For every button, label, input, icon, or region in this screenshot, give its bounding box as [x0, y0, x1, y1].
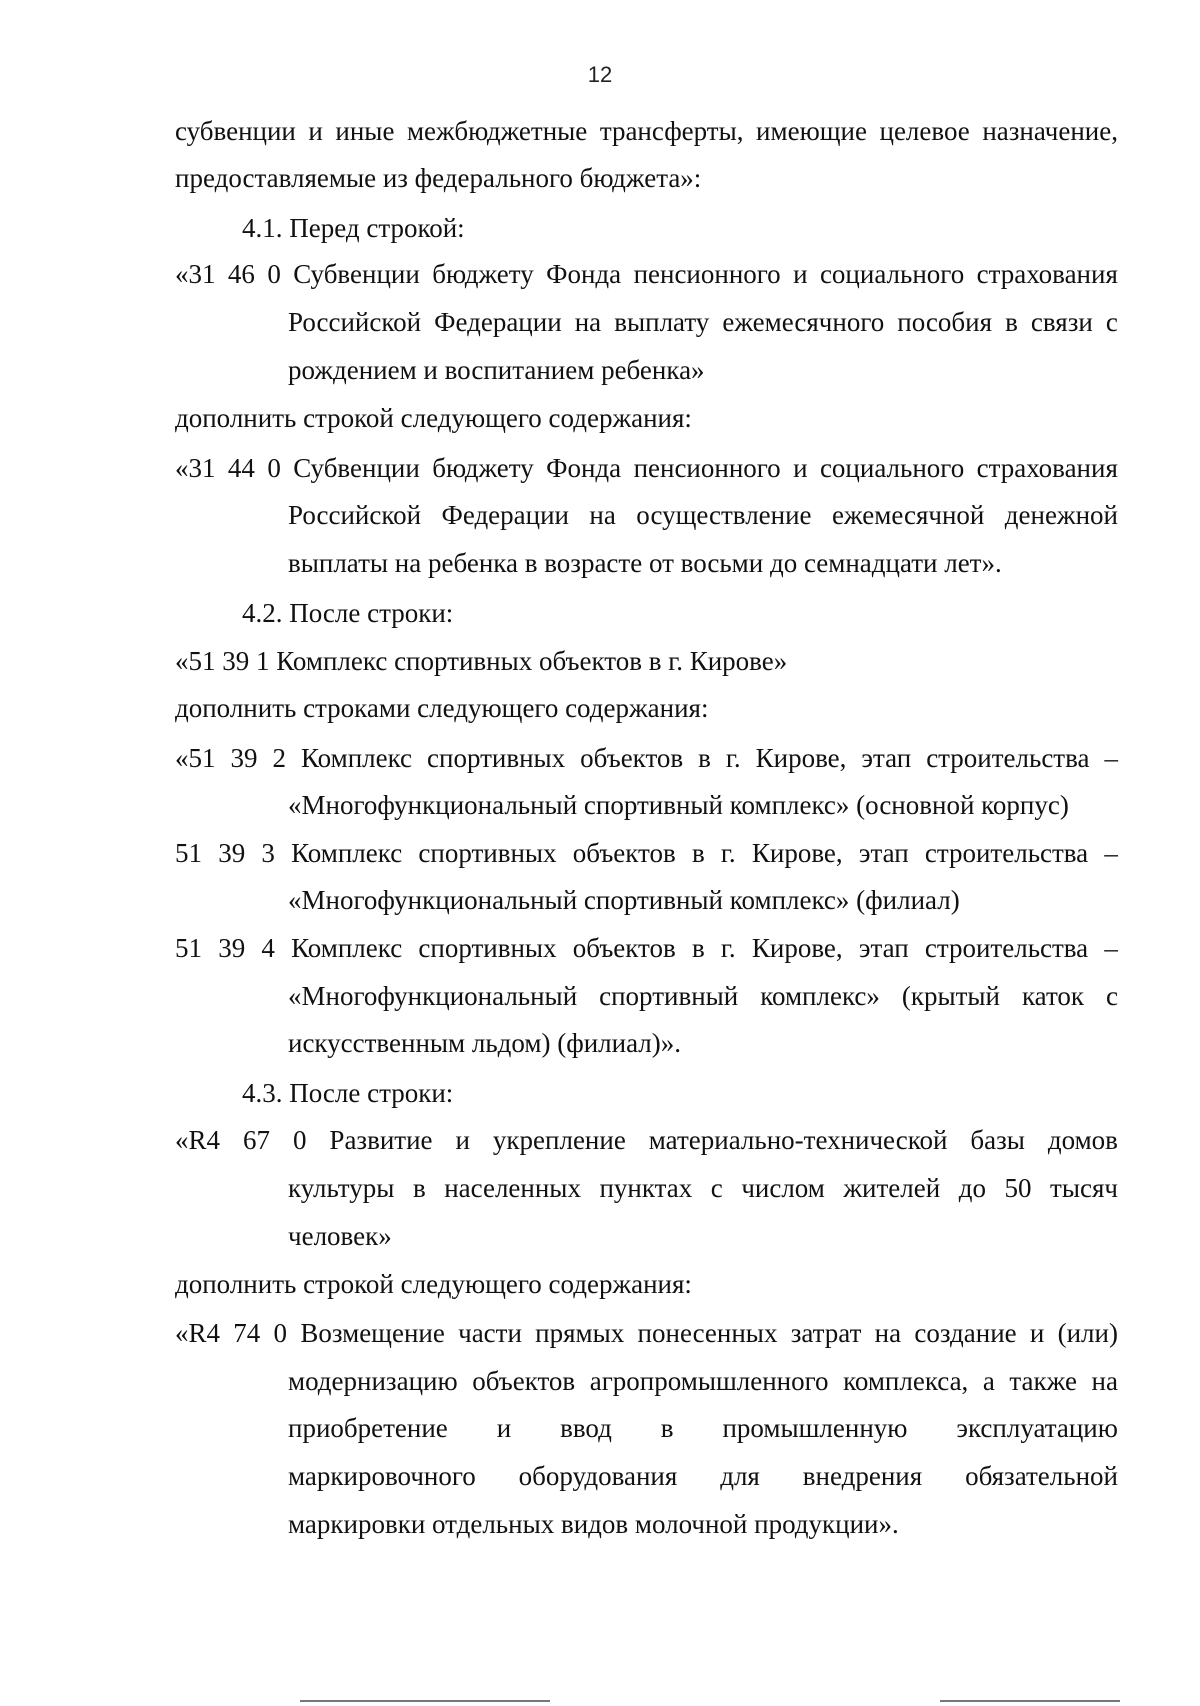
word: Кирове,	[751, 933, 843, 963]
word: в	[698, 743, 711, 773]
word: комплекса,	[843, 1366, 969, 1396]
word: Комплекс	[291, 838, 403, 868]
word: 51	[175, 933, 202, 963]
word: 46	[227, 259, 255, 289]
word: в	[660, 1413, 674, 1443]
text-line: «51 39 1 Комплекс спортивных объектов в г. Кирове»	[175, 646, 788, 676]
word: 0	[267, 259, 281, 289]
word: 0	[292, 1125, 307, 1155]
word: внедрения	[802, 1461, 923, 1491]
word: жителей	[843, 1173, 941, 1203]
word: тысяч	[1050, 1173, 1118, 1203]
word: на	[874, 1318, 902, 1348]
word: страхования	[976, 259, 1118, 289]
word: этап	[858, 838, 909, 868]
word: строительства	[924, 933, 1089, 963]
word: осуществление	[636, 500, 812, 530]
word: выплату	[614, 307, 710, 337]
word: объектов	[572, 933, 676, 963]
word: и	[496, 1413, 512, 1443]
word: спортивный	[599, 981, 739, 1011]
word: Федерации	[434, 307, 562, 337]
word: бюджету	[432, 259, 534, 289]
text-line	[175, 835, 1118, 871]
word: иные	[335, 116, 395, 146]
word: домов	[1047, 1125, 1118, 1155]
word: г.	[725, 743, 741, 773]
word: межбюджетные	[406, 116, 588, 146]
word: –	[1104, 933, 1118, 963]
word: ежемесячной	[831, 500, 985, 530]
word: строительства	[924, 838, 1089, 868]
text-line: предоставляемые из федерального бюджета»:	[175, 163, 702, 193]
word: населенных	[444, 1173, 581, 1203]
word: денежной	[1004, 500, 1118, 530]
word: оборудования	[518, 1461, 678, 1491]
word: эксплуатацию	[956, 1413, 1118, 1443]
word: Кирове,	[755, 743, 847, 773]
word: 74	[233, 1318, 261, 1348]
text-line: человек»	[288, 1221, 392, 1251]
word: обязательной	[965, 1461, 1118, 1491]
word: материально-технической	[648, 1125, 948, 1155]
word: в	[691, 838, 705, 868]
word: прямых	[535, 1318, 625, 1348]
text-line: 4.1. Перед строкой:	[242, 213, 465, 243]
text-line	[175, 1315, 1118, 1351]
word: до	[958, 1173, 986, 1203]
word: 67	[242, 1125, 270, 1155]
word: Развитие	[329, 1125, 433, 1155]
word: «51	[175, 743, 216, 773]
text-line: искусственным льдом) (филиал)».	[288, 1028, 682, 1058]
word: с	[1105, 307, 1118, 337]
text-line: маркировки отдельных видов молочной продукции».	[288, 1509, 899, 1539]
text-line: «Многофункциональный спортивный комплекс» (филиал)	[288, 885, 960, 915]
text-line	[288, 978, 1118, 1014]
word: 44	[227, 453, 255, 483]
word: ввод	[560, 1413, 612, 1443]
word: с	[1105, 981, 1118, 1011]
word: укрепление	[492, 1125, 626, 1155]
word: на	[589, 500, 616, 530]
text-line	[288, 1410, 1118, 1446]
word: числом	[741, 1173, 825, 1203]
word: пособия	[897, 307, 993, 337]
word: 2	[272, 743, 286, 773]
word: –	[1104, 838, 1118, 868]
word: г.	[720, 838, 736, 868]
word: «31	[175, 259, 216, 289]
text-line	[175, 113, 1118, 149]
word: модернизацию	[288, 1366, 458, 1396]
word: бюджету	[432, 453, 534, 483]
text-line: рождением и воспитанием ребенка»	[288, 355, 705, 385]
word: в	[1005, 307, 1018, 337]
word: Российской	[288, 307, 422, 337]
word: г.	[720, 933, 736, 963]
word: «31	[175, 453, 216, 483]
word: объектов	[572, 838, 676, 868]
text-line	[175, 256, 1118, 292]
word: 39	[230, 743, 258, 773]
word: 39	[218, 933, 246, 963]
word: агропромышленного	[589, 1366, 829, 1396]
word: и	[455, 1125, 470, 1155]
text-line: 4.3. После строки:	[242, 1078, 454, 1108]
word: каток	[1021, 981, 1085, 1011]
text-line	[288, 304, 1118, 340]
word: в	[691, 933, 705, 963]
word: Субвенции	[293, 259, 420, 289]
word: также	[1009, 1366, 1077, 1396]
word: комплекс»	[760, 981, 880, 1011]
word: трансферты,	[599, 116, 744, 146]
word: 51	[175, 838, 202, 868]
scan-rule-left	[300, 1700, 550, 1702]
word: 39	[218, 838, 246, 868]
word: (крытый	[901, 981, 1000, 1011]
word: маркировочного	[288, 1461, 476, 1491]
word: пенсионного	[633, 259, 781, 289]
text-line	[288, 1458, 1118, 1494]
word: в	[412, 1173, 426, 1203]
text-line	[175, 1122, 1118, 1158]
text-line: «Многофункциональный спортивный комплекс» (основной корпус)	[288, 790, 1069, 820]
word: культуры	[288, 1173, 395, 1203]
word: строительства	[926, 743, 1090, 773]
text-line: дополнить строкой следующего содержания:	[175, 403, 692, 433]
word: страхования	[976, 453, 1118, 483]
word: связи	[1030, 307, 1093, 337]
word: приобретение	[288, 1413, 448, 1443]
word: 0	[273, 1318, 288, 1348]
word: понесенных	[637, 1318, 778, 1348]
text-line	[288, 497, 1118, 533]
word: Комплекс	[300, 743, 413, 773]
word: назначение,	[982, 116, 1118, 146]
word: промышленную	[722, 1413, 908, 1443]
word: этап	[861, 743, 912, 773]
word: базы	[970, 1125, 1025, 1155]
word: (или)	[1057, 1318, 1118, 1348]
word: Субвенции	[293, 453, 420, 483]
word: 0	[267, 453, 281, 483]
word: пунктах	[599, 1173, 693, 1203]
word: на	[1091, 1366, 1118, 1396]
word: Комплекс	[291, 933, 403, 963]
word: для	[720, 1461, 760, 1491]
word: а	[982, 1366, 995, 1396]
word: Фонда	[546, 259, 622, 289]
word: Кирове,	[751, 838, 843, 868]
word: с	[710, 1173, 723, 1203]
word: на	[574, 307, 602, 337]
text-line: выплаты на ребенка в возрасте от восьми до семнадцати лет».	[288, 548, 1002, 578]
word: и	[1029, 1318, 1045, 1348]
word: создание	[914, 1318, 1017, 1348]
word: спортивных	[418, 933, 557, 963]
word: социального	[819, 453, 965, 483]
word: субвенции	[175, 116, 296, 146]
word: и	[308, 116, 323, 146]
word: «R4	[175, 1318, 221, 1348]
word: Фонда	[546, 453, 622, 483]
text-line: 4.2. После строки:	[242, 598, 454, 628]
word: имеющие	[756, 116, 867, 146]
page-number: 12	[587, 62, 613, 87]
word: этап	[858, 933, 909, 963]
word: объектов	[472, 1366, 576, 1396]
word: Возмещение	[300, 1318, 445, 1348]
word: и	[793, 259, 808, 289]
word: затрат	[790, 1318, 862, 1348]
word: «R4	[175, 1125, 221, 1155]
word: 50	[1004, 1173, 1032, 1203]
word: –	[1104, 743, 1118, 773]
word: ежемесячного	[722, 307, 885, 337]
word: Российской	[288, 500, 422, 530]
word: 3	[261, 838, 275, 868]
word: спортивных	[418, 838, 557, 868]
word: объектов	[580, 743, 684, 773]
text-line: дополнить строкой следующего содержания:	[175, 1269, 692, 1299]
word: 4	[261, 933, 275, 963]
word: целевое	[879, 116, 970, 146]
word: Федерации	[441, 500, 569, 530]
text-line	[175, 450, 1118, 486]
word: части	[458, 1318, 522, 1348]
word: спортивных	[427, 743, 566, 773]
word: «Многофункциональный	[288, 981, 578, 1011]
text-line	[288, 1170, 1118, 1206]
word: пенсионного	[633, 453, 781, 483]
word: социального	[819, 259, 965, 289]
text-line	[288, 1363, 1118, 1399]
text-line	[175, 740, 1118, 776]
word: и	[793, 453, 808, 483]
text-line: дополнить строками следующего содержания:	[175, 693, 709, 723]
text-line	[175, 930, 1118, 966]
scan-rule-right	[940, 1700, 1120, 1702]
